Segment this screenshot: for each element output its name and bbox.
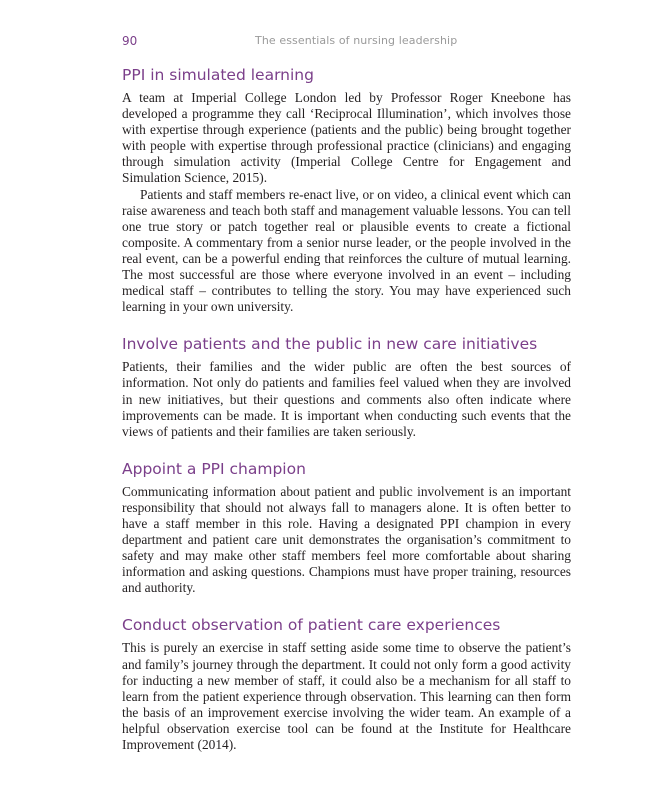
section-heading: Appoint a PPI champion bbox=[122, 459, 306, 478]
section-ppi-simulated-learning bbox=[122, 64, 571, 315]
section-involve-patients bbox=[122, 333, 571, 439]
running-head bbox=[122, 34, 572, 50]
section-ppi-champion bbox=[122, 458, 571, 597]
body-paragraph: Patients and staff members re-enact live, or on video, a clinical event which can raise awareness and teach both staff and management valuable lessons. You can tell one true story or patch together real or plausible events to create a fictional composite. A commentary from a senior nurse leader, or the people involved in the real event, can be a powerful ending that reinforces the culture of mutual learning. The most successful are those where everyone involved in an event – including medical staff – contributes to telling the story. You may have experienced such learning in your own university. bbox=[122, 186, 571, 315]
body-paragraph: This is purely an exercise in staff setting aside some time to observe the patient’s and family’s journey through the department. It could not only form a good activity for inducting a new member of staff, it could also be a mechanism for all staff to learn from the patient experience through observation. This learning can then form the basis of an improvement exercise involving the wider team. An example of a helpful observation exercise tool can be found at the Institute for Healthcare Improvement (2014). bbox=[122, 640, 571, 752]
section-heading: Involve patients and the public in new care initiatives bbox=[122, 335, 538, 354]
body-paragraph: Communicating information about patient and public involvement is an important responsibility that should not always fall to managers alone. It is often better to have a staff member in this role. Having a designated PPI champion in every department and patient care unit demonstrates the organisation’s commitment to safety and may make other staff members feel more comfortable about sharing information and asking questions. Champions must have proper training, resources and authority. bbox=[122, 483, 571, 596]
section-heading: Conduct observation of patient care experiences bbox=[122, 616, 501, 635]
page-number: 90 bbox=[122, 34, 138, 48]
body-paragraph: Patients, their families and the wider public are often the best sources of information. Not only do patients and families feel valued when they are involved in new initiatives, but their questions and comments also often indicate where improvements can be made. It is important when conducting such events that the views of patients and their families are taken seriously. bbox=[122, 359, 571, 439]
page-content bbox=[122, 64, 571, 771]
body-paragraph: A team at Imperial College London led by Professor Roger Kneebone has developed a programme they call ‘Reciprocal Illumination’, which involves those with expertise through experience (patients and the public) being brought together with people with expertise through professional practice (clinicians) and engaging through simulation activity (Imperial College Centre for Engagement and Simulation Science, 2015). bbox=[122, 90, 571, 186]
section-observation bbox=[122, 614, 571, 753]
book-title: The essentials of nursing leadership bbox=[255, 34, 458, 47]
section-heading: PPI in simulated learning bbox=[122, 66, 314, 84]
